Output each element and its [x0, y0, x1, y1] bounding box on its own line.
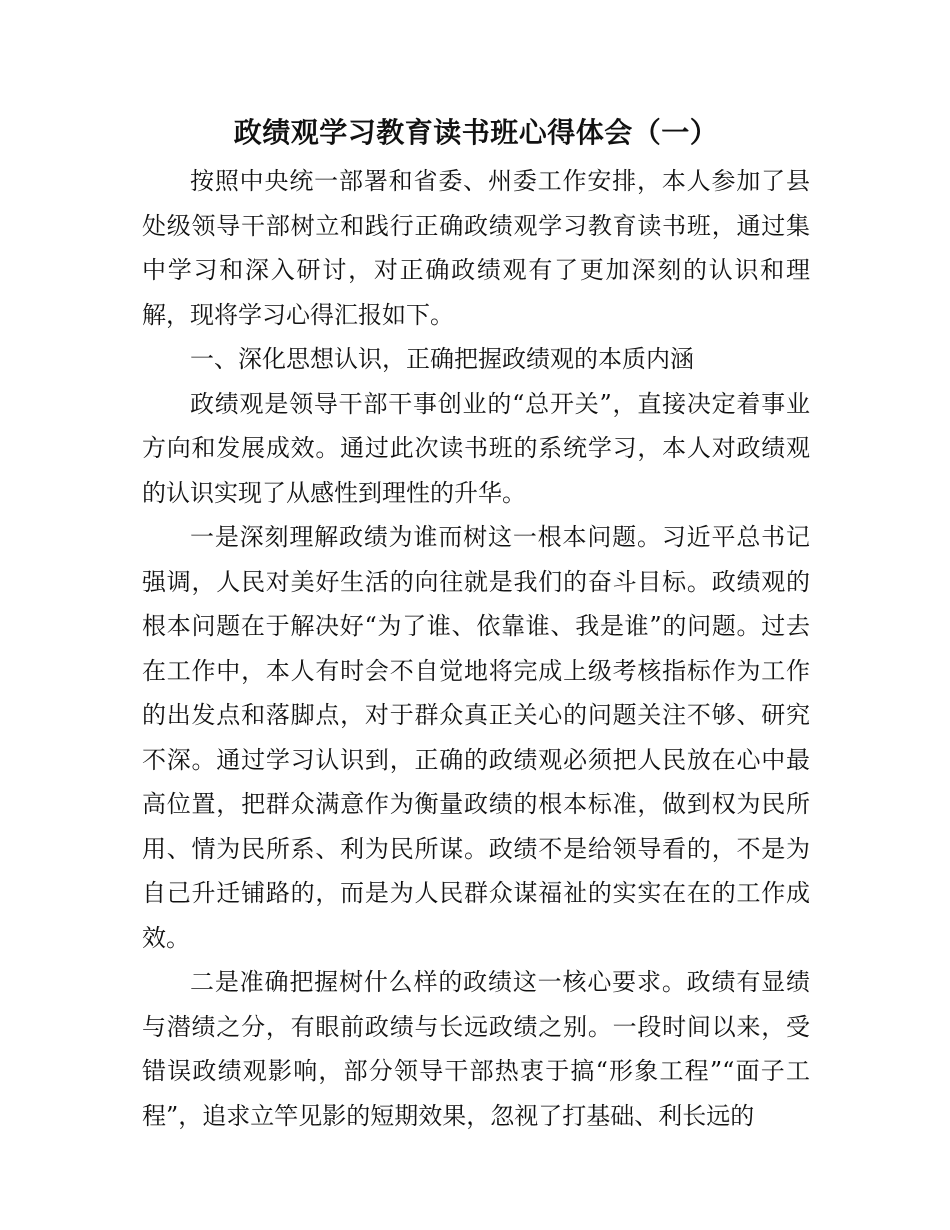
- paragraph-intro: 按照中央统一部署和省委、州委工作安排，本人参加了县处级领导干部树立和践行正确政绩观学习教育读书班，通过集中学习和深入研讨，对正确政绩观有了更加深刻的认识和理解，现将学习心得汇报如下。: [142, 167, 810, 329]
- paragraph-point-1: 一是深刻理解政绩为谁而树这一根本问题。习近平总书记强调，人民对美好生活的向往就是我们的奋斗目标。政绩观的根本问题在于解决好“为了谁、依靠谁、我是谁”的问题。过去在工作中，本人有时会不自觉地将完成上级考核指标作为工作的出发点和落脚点，对于群众真正关心的问题关注不够、研究不深。通过学习认识到，正确的政绩观必须把人民放在心中最高位置，把群众满意作为衡量政绩的根本标准，做到权为民所用、情为民所系、利为民所谋。政绩不是给领导看的，不是为自己升迁铺路的，而是为人民群众谋福祉的实实在在的工作成效。: [142, 523, 810, 952]
- document-title: 政绩观学习教育读书班心得体会（一）: [233, 116, 719, 149]
- section-heading-1: 一、深化思想认识，正确把握政绩观的本质内涵: [190, 345, 694, 373]
- paragraph-point-2: 二是准确把握树什么样的政绩这一核心要求。政绩有显绩与潜绩之分，有眼前政绩与长远政绩之别。一段时间以来，受错误政绩观影响，部分领导干部热衷于搞“形象工程”“面子工程”，追求立竿见影的短期效果，忽视了打基础、利长远的: [142, 968, 810, 1130]
- document-body: [142, 112, 810, 1138]
- paragraph-section-1-intro: 政绩观是领导干部干事创业的“总开关”，直接决定着事业方向和发展成效。通过此次读书班的系统学习，本人对政绩观的认识实现了从感性到理性的升华。: [142, 389, 810, 507]
